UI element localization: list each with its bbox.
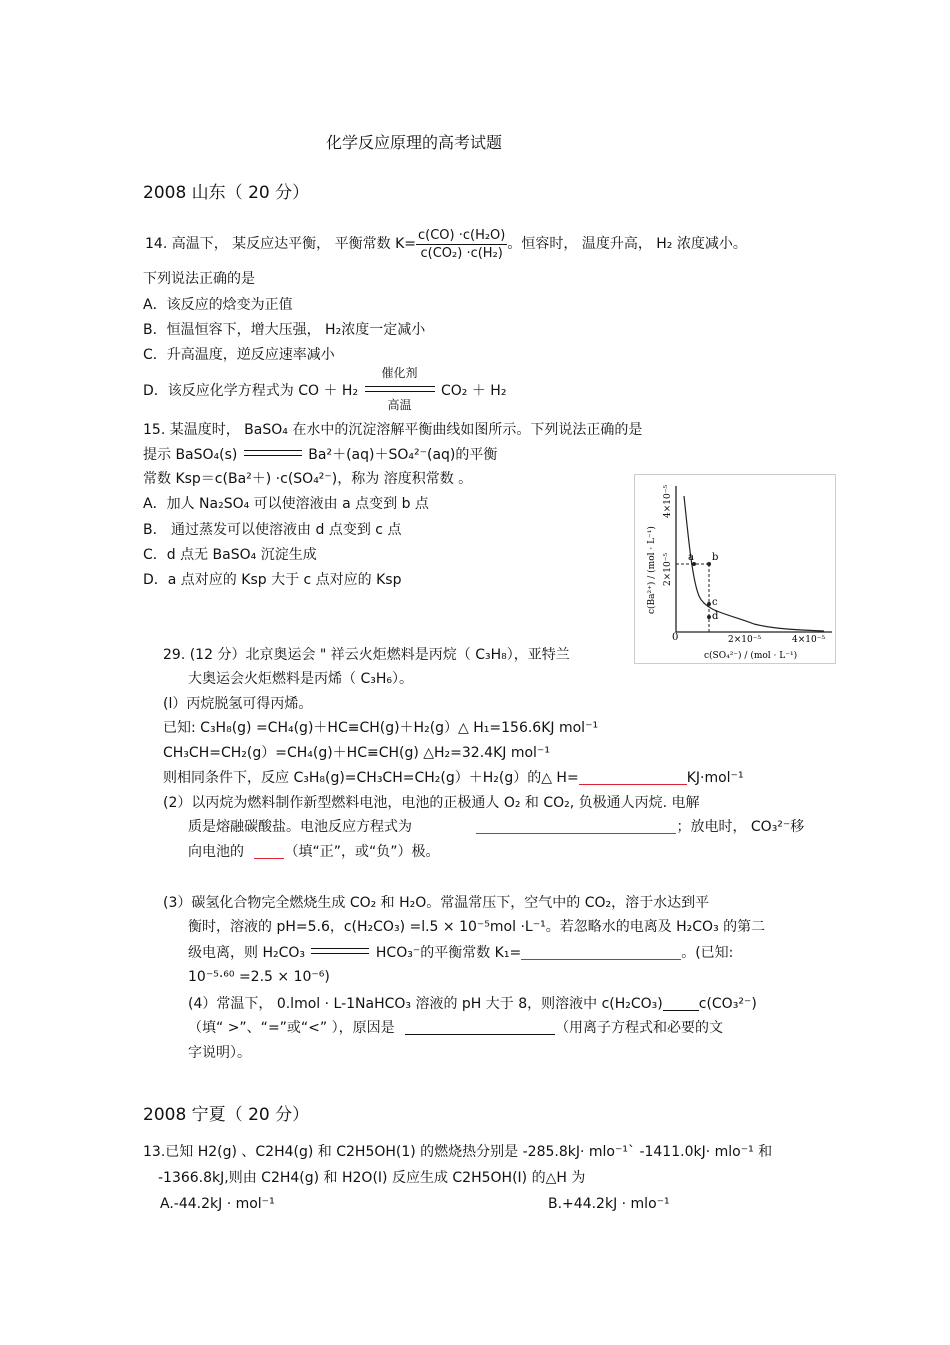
section-heading-ningxia: 2008 宁夏（ 20 分）: [143, 1105, 310, 1125]
y-tick-1: 2×10⁻⁵: [663, 552, 673, 586]
q15-hint: [143, 446, 497, 464]
q13-stem-2: -1366.8kJ,则由 C2H4(g) 和 H2O(I) 反应生成 C2H5OH(I) 的△H 为: [158, 1170, 586, 1186]
q29-part4-d-text: （用离子方程式和必要的文: [555, 1020, 724, 1036]
label-b: b: [712, 552, 719, 563]
q29-stem-1: 29. (12 分）北京奥运会 " 祥云火炬燃料是丙烷（ C₃H₈），亚特兰: [163, 647, 570, 663]
label-d: d: [712, 611, 719, 622]
q13-option-a: A.-44.2kJ · mol⁻¹: [160, 1196, 275, 1212]
point-d: [707, 615, 711, 619]
answer-blank-battery-equation[interactable]: [476, 819, 676, 834]
answer-blank-electrode[interactable]: [254, 844, 284, 859]
point-c: [707, 602, 711, 606]
q14-stem: [145, 224, 747, 264]
q29-stem-2: 大奥运会火炬燃料是丙烯（ C₃H₆）。: [188, 671, 413, 687]
q29-known-2: CH₃CH=CH₂(g）=CH₄(g)＋HC≡CH(g) △H₂=32.4KJ mol⁻¹: [163, 745, 550, 761]
q29-known-3: [163, 769, 744, 787]
origin-label: 0: [672, 632, 679, 643]
q15-ksp: 常数 Ksp＝c(Ba²＋) ·c(SO₄²⁻)，称为 溶度积常数 。: [143, 471, 473, 487]
q29-part4-b-text: c(CO₃²⁻): [698, 996, 757, 1012]
q15-hint-b: Ba²＋(aq)＋SO₄²⁻(aq)的平衡: [308, 447, 498, 463]
fraction-numerator: c(CO) ·c(H₂O): [417, 227, 506, 243]
answer-blank-reason[interactable]: [405, 1020, 555, 1035]
q14-stem-a: 14. 高温下， 某反应达平衡， 平衡常数 K=: [145, 236, 416, 252]
q15-option-c: C．d 点无 BaSO₄ 沉淀生成: [143, 547, 317, 563]
q29-part4-c-text: （填“ >”、“=”或“<” ），原因是: [188, 1020, 395, 1036]
q15-hint-a: 提示 BaSO₄(s): [143, 447, 238, 463]
q14-option-d: [143, 366, 507, 412]
q14-stem-b: 。恒容时， 温度升高， H₂ 浓度减小。: [507, 236, 747, 252]
point-b: [707, 562, 711, 566]
q13-option-b: B.+44.2kJ · mlo⁻¹: [548, 1196, 670, 1212]
q29-part3-e-text: 。(已知:: [681, 945, 734, 961]
q13-stem-1: 13.已知 H2(g) 、C2H4(g) 和 C2H5OH(1) 的燃烧热分别是 -285.8kJ· mlo⁻¹ˋ -1411.0kJ· mlo⁻¹ 和: [143, 1144, 773, 1160]
section-heading-shandong: 2008 山东（ 20 分）: [143, 183, 310, 203]
equilibrium-fraction: [416, 227, 507, 262]
solubility-curve-figure: [634, 474, 836, 664]
q29-part2-b: [188, 818, 804, 836]
q29-part3-b: 衡时，溶液的 pH=5.6，c(H₂CO₃) =l.5 × 10⁻⁵mol ·L⁻¹。若忽略水的电离及 H₂CO₃ 的第二: [188, 919, 766, 935]
q29-part4-c: [188, 1019, 723, 1037]
q29-part4-e: 字说明）。: [188, 1045, 251, 1061]
q29-part1: (l）丙烷脱氢可得丙烯。: [163, 696, 313, 712]
x-tick-1: 2×10⁻⁵: [728, 635, 762, 645]
q29-part3-d-text: HCO₃⁻的平衡常数 K₁=: [375, 945, 522, 961]
q14-option-d-rhs: CO₂ ＋ H₂: [440, 383, 507, 399]
q14-option-b: B．恒温恒容下，增大压强， H₂浓度一定减小: [143, 322, 426, 338]
x-axis-label: c(SO₄²⁻) / (mol · L⁻¹): [704, 651, 798, 661]
answer-blank-compare[interactable]: [663, 996, 699, 1011]
q29-part3-f: 10⁻⁵·⁶⁰ =2.5 × 10⁻⁶): [188, 969, 330, 985]
q29-part2-d-text: 向电池的: [188, 844, 244, 860]
q15-option-b: B． 通过蒸发可以使溶液由 d 点变到 c 点: [143, 522, 402, 538]
q29-part3-a: (3）碳氢化合物完全燃烧生成 CO₂ 和 H₂O。常温常压下，空气中的 CO₂，溶于水达到平: [163, 895, 710, 911]
q29-known-3-text: 则相同条件下，反应 C₃H₈(g)=CH₃CH=CH₂(g）＋H₂(g）的△ H=: [163, 770, 579, 786]
q29-known-3-unit: KJ·mol⁻¹: [686, 770, 744, 786]
equilibrium-arrow: [365, 366, 435, 412]
q14-option-c: C．升高温度，逆反应速率减小: [143, 347, 335, 363]
answer-blank-dh[interactable]: [579, 770, 687, 785]
q29-part2-b-text: 质是熔融碳酸盐。电池反应方程式为: [188, 819, 412, 835]
q29-part4-a-text: (4）常温下， 0.lmol · L-1NaHCO₃ 溶液的 pH 大于 8，则溶液中 c(H₂CO₃): [188, 996, 663, 1012]
fraction-denominator: c(CO₂) ·c(H₂): [420, 245, 503, 261]
q15-stem: 15. 某温度时， BaSO₄ 在水中的沉淀溶解平衡曲线如图所示。下列说法正确的是: [143, 422, 643, 438]
ionization-arrow: [311, 944, 369, 960]
q29-part2-c-text: ；放电时， CO₃²⁻移: [676, 819, 805, 835]
page-title: 化学反应原理的高考试题: [326, 133, 503, 152]
q15-option-a: A．加人 Na₂SO₄ 可以使溶液由 a 点变到 b 点: [143, 496, 429, 512]
q14-option-a: A．该反应的焓变为正值: [143, 297, 293, 313]
q29-part2-a: (2）以丙烷为燃料制作新型燃料电池，电池的正极通人 O₂ 和 CO₂, 负极通人丙烷. 电解: [163, 795, 700, 811]
catalyst-label: 催化剂: [381, 366, 418, 380]
q29-part2-e-text: （填“正”，或“负”）极。: [284, 844, 440, 860]
y-axis-label: c(Ba²⁺) / (mol · L⁻¹): [647, 526, 657, 614]
q29-part3-c-text: 级电离，则 H₂CO₃: [188, 945, 305, 961]
answer-blank-k1[interactable]: [521, 945, 681, 960]
q14-prompt: 下列说法正确的是: [143, 271, 255, 287]
q15-option-d: D．a 点对应的 Ksp 大于 c 点对应的 Ksp: [143, 572, 402, 588]
q14-option-d-lhs: D．该反应化学方程式为 CO ＋ H₂: [143, 383, 359, 399]
x-tick-2: 4×10⁻⁵: [792, 635, 826, 645]
label-c: c: [712, 597, 718, 608]
q29-part2-d: [188, 843, 439, 861]
q29-part4-a: [188, 995, 757, 1013]
label-a: a: [688, 552, 694, 563]
q29-part3-c: [188, 944, 733, 962]
dissolution-arrow: [244, 446, 302, 462]
condition-label: 高温: [387, 398, 412, 412]
y-tick-2: 4×10⁻⁵: [663, 484, 673, 518]
q29-known-1: 已知: C₃H₈(g) =CH₄(g)＋HC≡CH(g)＋H₂(g）△ H₁=156.6KJ mol⁻¹: [163, 720, 599, 736]
